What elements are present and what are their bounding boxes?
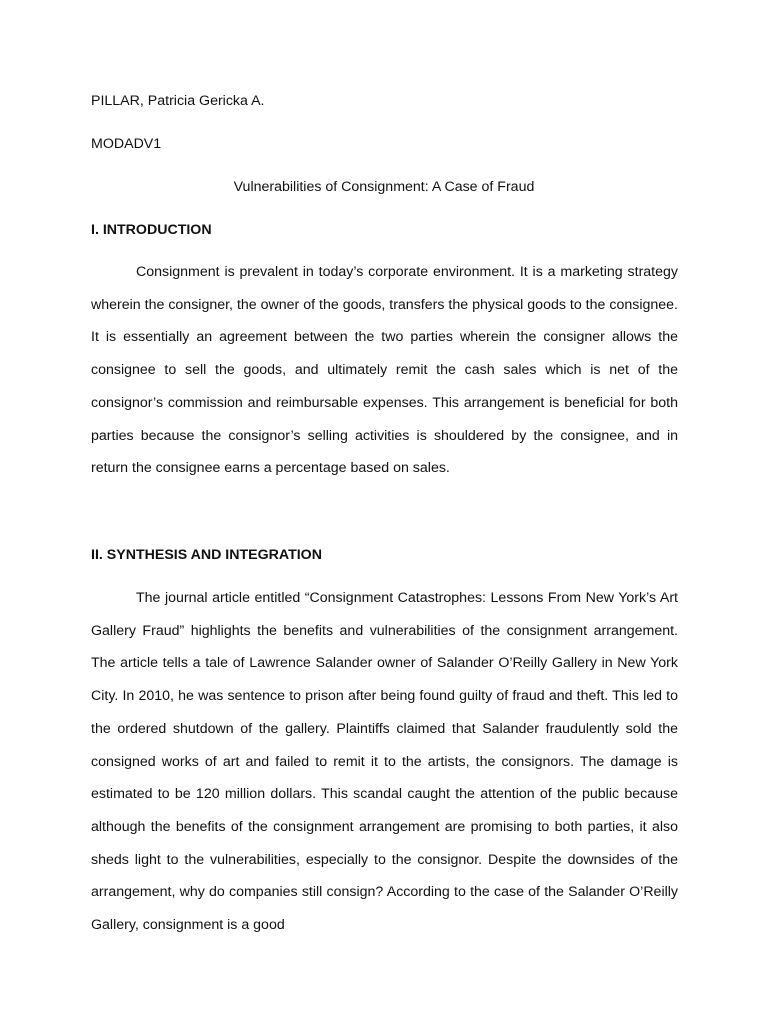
introduction-paragraph: Consignment is prevalent in today’s corporate environment. It is a marketing strategy wherein the consigner, the owner of the goods, transfers the physical goods to the consignee. It is essentially an agreement between the two parties wherein the consigner allows the consignee to sell the goods, and ultimately remit the cash sales which is net of the consignor’s commission and reimbursable expenses. This arrangement is beneficial for both parties because the consignor’s selling activities is shouldered by the consignee, and in return the consignee earns a percentage based on sales. bbox=[91, 264, 678, 477]
section-heading-introduction: I. INTRODUCTION bbox=[91, 222, 212, 238]
course-code: MODADV1 bbox=[91, 136, 162, 152]
author-name: PILLAR, Patricia Gericka A. bbox=[91, 93, 265, 109]
section-heading-synthesis: II. SYNTHESIS AND INTEGRATION bbox=[91, 547, 322, 563]
document-title: Vulnerabilities of Consignment: A Case of Fraud bbox=[233, 179, 535, 195]
synthesis-paragraph: The journal article entitled “Consignment Catastrophes: Lessons From New York’s Art Gallery Fraud” highlights the benefits and vulnerabilities of the consignment arrangement. The article tells a tale of Lawrence Salander owner of Salander O’Reilly Gallery in New York City. In 2010, he was sentence to prison after being found guilty of fraud and theft. This led to the ordered shutdown of the gallery. Plaintiffs claimed that Salander fraudulently sold the consigned works of art and failed to remit it to the artists, the consignors. The damage is estimated to be 120 million dollars. This scandal caught the attention of the public because although the benefits of the consignment arrangement are promising to both parties, it also sheds light to the vulnerabilities, especially to the consignor. Despite the downsides of the arrangement, why do companies still consign? According to the case of the Salander O’Reilly Gallery, consignment is a good bbox=[91, 590, 678, 934]
